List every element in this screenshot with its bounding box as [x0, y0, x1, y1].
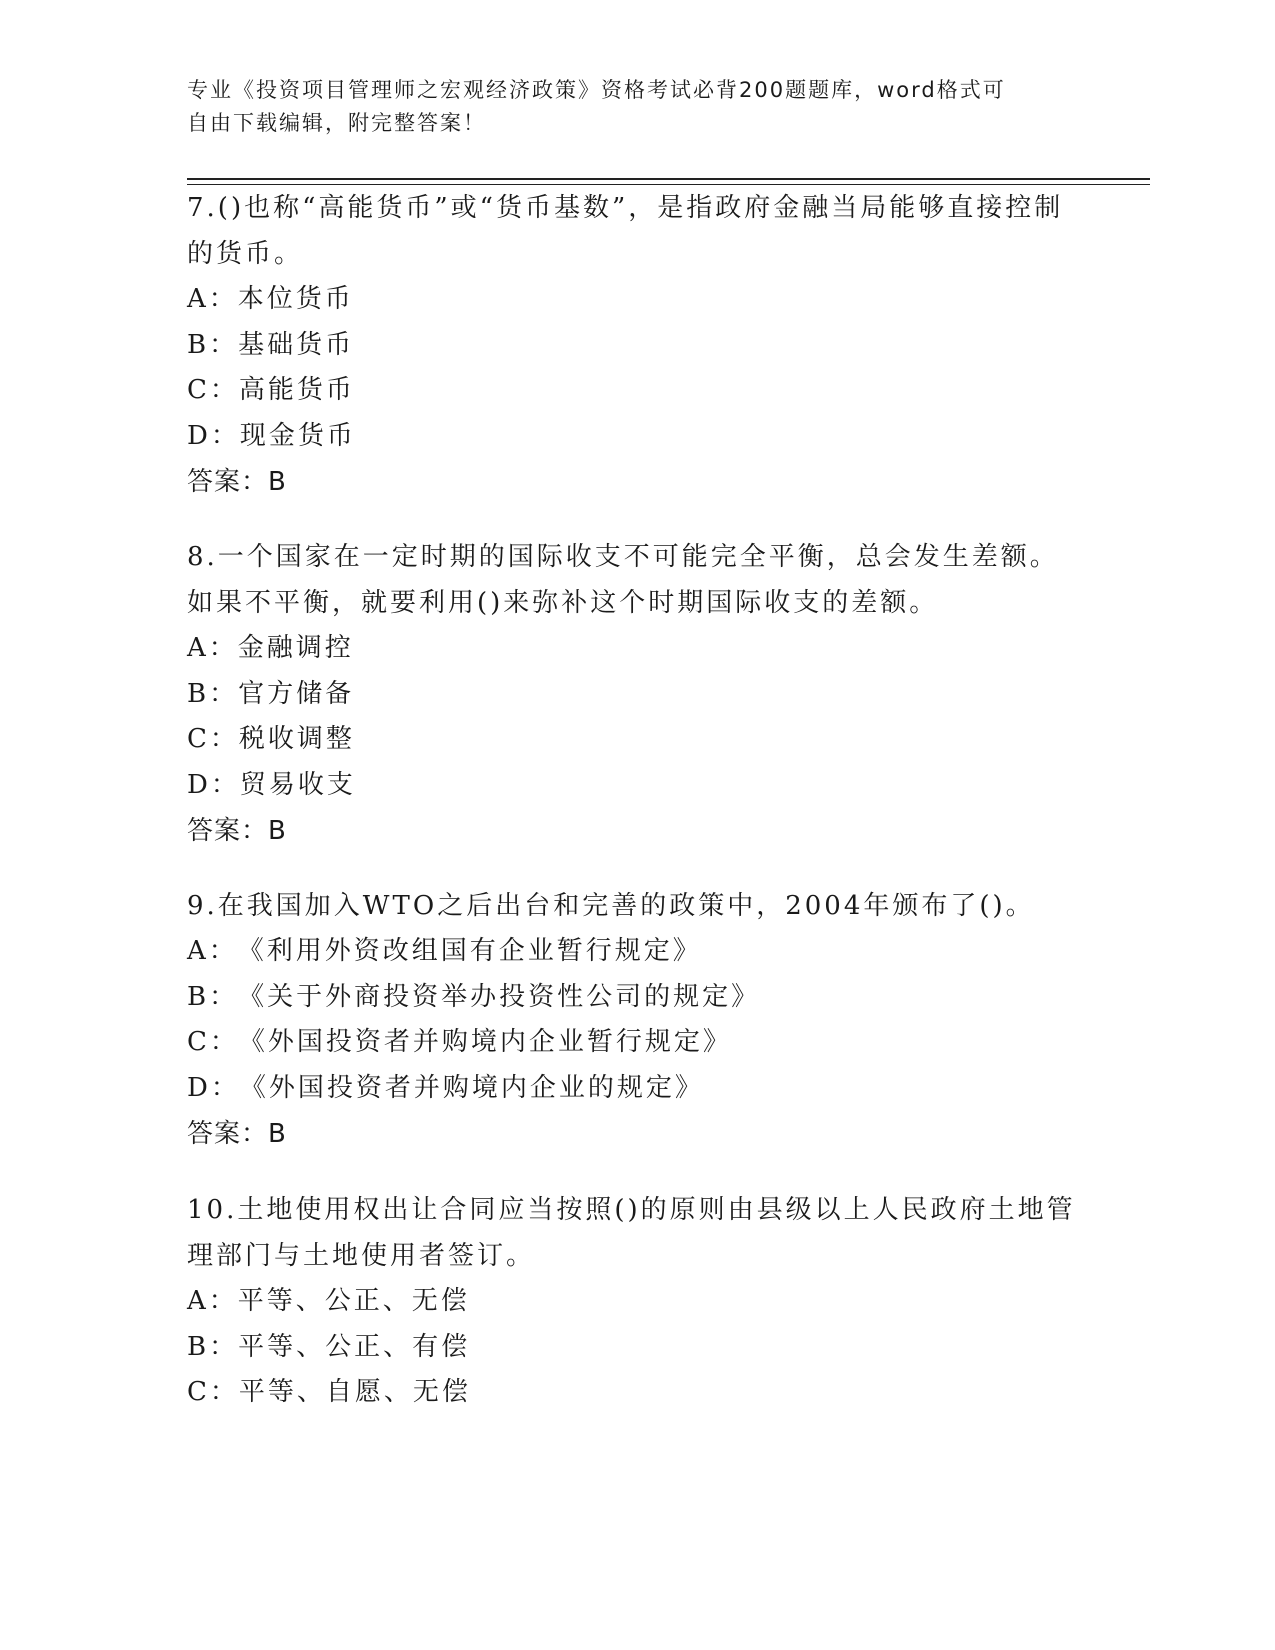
- option-text: 平等、公正、无偿: [237, 1286, 470, 1316]
- option-text: 《关于外商投资举办投资性公司的规定》: [238, 981, 761, 1012]
- option-letter: A：: [187, 284, 238, 314]
- option-text: 《外国投资者并购境内企业的规定》: [239, 1072, 704, 1103]
- option-a: [187, 1279, 1087, 1325]
- option-c: [187, 717, 1087, 763]
- option-d: [187, 414, 1087, 460]
- option-b: [187, 672, 1087, 718]
- option-text: 平等、自愿、无偿: [238, 1377, 471, 1407]
- document-header: [187, 74, 1087, 140]
- question-text: 10.土地使用权出让合同应当按照()的原则由县级以上人民政府土地管理部门与土地使用者签订。: [187, 1195, 1076, 1271]
- option-letter: B：: [187, 678, 239, 709]
- option-text: 金融调控: [237, 633, 354, 663]
- option-b: [187, 323, 1087, 369]
- answer: 答案：B: [187, 467, 287, 497]
- option-letter: C：: [187, 724, 239, 754]
- option-letter: C：: [187, 1377, 239, 1407]
- option-c: [187, 1020, 1087, 1066]
- option-c: [187, 1370, 1087, 1416]
- option-text: 税收调整: [238, 724, 355, 754]
- option-text: 《利用外资改组国有企业暂行规定》: [237, 936, 702, 966]
- question-7: [187, 185, 1087, 505]
- answer: 答案：B: [187, 816, 287, 846]
- option-text: 现金货币: [239, 420, 356, 451]
- option-text: 官方储备: [238, 678, 355, 709]
- answer: 答案：B: [187, 1119, 287, 1149]
- option-text: 高能货币: [238, 375, 355, 405]
- option-text: 基础货币: [238, 329, 355, 360]
- option-b: [187, 1325, 1087, 1371]
- question-9: [187, 883, 1087, 1157]
- option-a: [187, 626, 1087, 672]
- header-line-1: 专业《投资项目管理师之宏观经济政策》资格考试必背200题题库，word格式可: [187, 78, 1006, 102]
- option-text: 贸易收支: [239, 769, 356, 800]
- option-letter: C：: [187, 1027, 239, 1057]
- option-letter: A：: [187, 633, 238, 663]
- header-line-2: 自由下载编辑，附完整答案！: [187, 111, 486, 135]
- question-text: 9.在我国加入WTO之后出台和完善的政策中，2004年颁布了()。: [187, 891, 1035, 921]
- option-letter: A：: [187, 1286, 238, 1316]
- option-text: 《外国投资者并购境内企业暂行规定》: [238, 1027, 732, 1057]
- header-divider-thick: [187, 178, 1150, 180]
- option-letter: B：: [187, 981, 239, 1012]
- option-letter: D：: [187, 769, 240, 800]
- option-letter: B：: [187, 1331, 239, 1362]
- option-a: [187, 929, 1087, 975]
- option-b: [187, 975, 1087, 1021]
- option-d: [187, 763, 1087, 809]
- option-text: 平等、公正、有偿: [238, 1331, 471, 1362]
- option-letter: C：: [187, 375, 239, 405]
- question-10: [187, 1187, 1087, 1416]
- option-letter: D：: [187, 420, 240, 451]
- option-d: [187, 1066, 1087, 1112]
- option-text: 本位货币: [237, 284, 354, 314]
- option-letter: D：: [187, 1072, 240, 1103]
- question-8: [187, 534, 1087, 854]
- option-letter: B：: [187, 329, 239, 360]
- question-text: 8.一个国家在一定时期的国际收支不可能完全平衡，总会发生差额。如果不平衡，就要利用()来弥补这个时期国际收支的差额。: [187, 542, 1059, 618]
- option-a: [187, 277, 1087, 323]
- option-c: [187, 368, 1087, 414]
- question-text: 7.()也称“高能货币”或“货币基数”，是指政府金融当局能够直接控制的货币。: [187, 193, 1064, 269]
- option-letter: A：: [187, 936, 238, 966]
